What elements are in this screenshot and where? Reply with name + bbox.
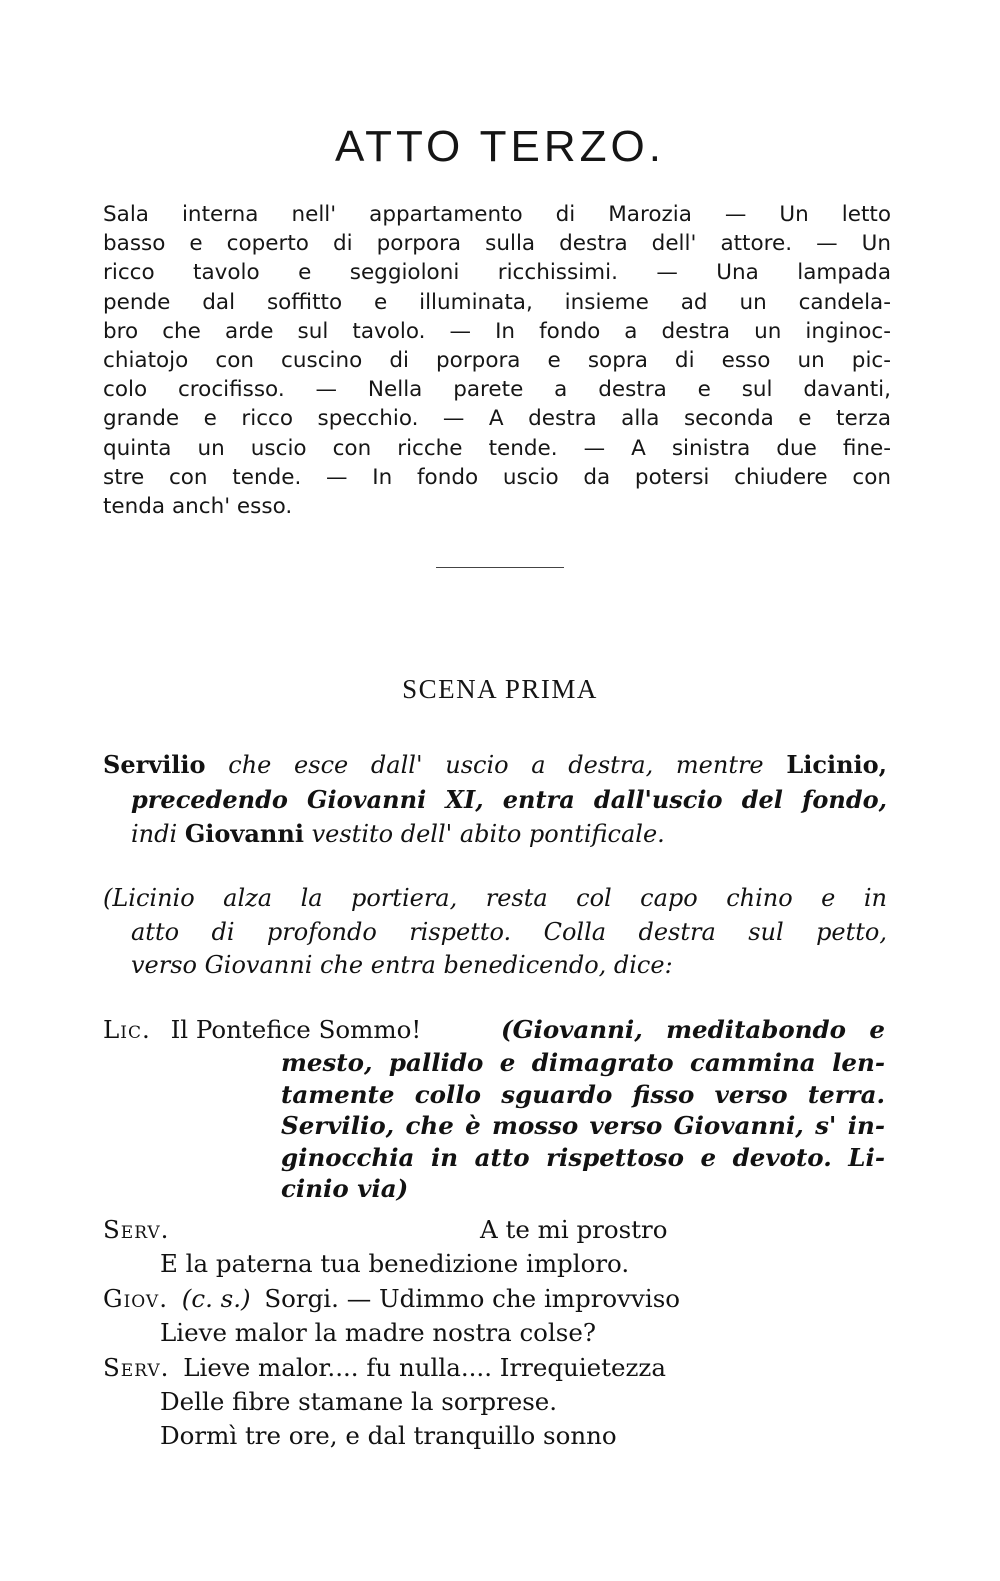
aside-direction: (c. s.)	[181, 1284, 251, 1313]
direction-line: ginocchia in atto rispettoso e devoto. Li-	[281, 1142, 885, 1172]
speaker-licinio: Lic.	[103, 1015, 151, 1044]
dialogue	[103, 1013, 893, 1450]
character-name-licinio: Licinio,	[786, 750, 887, 779]
direction-text: atto di profondo rispetto. Colla destra sul petto,	[131, 917, 887, 946]
direction-text: (Licinio alza la portiera, resta col capo chino e in	[103, 884, 887, 912]
heading-text: precedendo Giovanni XI, entra dall'uscio del fondo,	[131, 784, 887, 814]
setting-line: chiatojo con cuscino di porpora e sopra di esso un pic-	[103, 348, 891, 374]
direction-line: tamente collo sguardo fisso verso terra.	[281, 1079, 885, 1109]
speaker-servilio: Serv.	[103, 1353, 170, 1382]
verse-text: Lieve malor.... fu nulla.... Irrequietezza	[183, 1353, 666, 1382]
dialogue-line-servilio	[103, 1213, 893, 1247]
setting-line: ricco tavolo e seggioloni ricchissimi. — Una lampada	[103, 260, 891, 286]
setting-line: basso e coperto di porpora sulla destra dell' attore. — Un	[103, 231, 891, 257]
verse-text: Sorgi. — Udimmo che improvviso	[264, 1284, 681, 1313]
verse-line: Lieve malor la madre nostra colse?	[160, 1318, 596, 1347]
setting-line: bro che arde sul tavolo. — In fondo a destra un inginoc-	[103, 318, 891, 344]
verse-text: A te mi prostro	[480, 1215, 668, 1244]
stage-direction	[103, 882, 887, 983]
setting-line: grande e ricco specchio. — A destra alla seconda e terza	[103, 406, 891, 432]
scene-heading-line	[103, 817, 887, 852]
scene-heading	[103, 748, 887, 852]
setting-line: pende dal soffitto e illuminata, insieme ad un candela-	[103, 289, 891, 315]
dialogue-line-giovanni	[103, 1282, 893, 1316]
verse-line: Dormì tre ore, e dal tranquillo sonno	[160, 1421, 617, 1450]
heading-text: che esce dall' uscio a destra, mentre	[228, 751, 764, 779]
verse-line: E la paterna tua benedizione imploro.	[160, 1249, 630, 1278]
verse-line: Delle fibre stamane la sorprese.	[160, 1387, 558, 1416]
direction-text: verso Giovanni che entra benedicendo, dice:	[131, 951, 673, 979]
setting-description	[103, 200, 891, 521]
heading-text: indi	[131, 820, 178, 848]
section-divider	[436, 567, 564, 568]
scene-title: SCENA PRIMA	[402, 674, 598, 704]
speaker-giovanni: Giov.	[103, 1284, 168, 1313]
direction-line	[103, 882, 887, 916]
setting-line: stre con tende. — In fondo uscio da potersi chiudere con	[103, 464, 891, 490]
setting-line: colo crocifisso. — Nella parete a destra e sul davanti,	[103, 377, 891, 403]
direction-line: cinio via)	[281, 1174, 409, 1203]
setting-line: quinta un uscio con ricche tende. — A sinistra due fine-	[103, 435, 891, 461]
direction-line	[103, 949, 887, 983]
scene-heading-line	[103, 783, 887, 818]
dialogue-line-servilio	[103, 1351, 893, 1385]
inline-direction-first	[501, 1013, 885, 1047]
direction-line	[103, 916, 887, 950]
setting-line: Sala interna nell' appartamento di Marozia — Un letto	[103, 202, 891, 227]
direction-line: Servilio, che è mosso verso Giovanni, s' in-	[281, 1111, 885, 1140]
direction-line: mesto, pallido e dimagrato cammina len-	[281, 1048, 885, 1077]
inline-direction-rest	[281, 1047, 885, 1205]
act-title: ATTO TERZO.	[334, 122, 666, 171]
setting-line: tenda anch' esso.	[103, 494, 293, 520]
character-name-servilio: Servilio	[103, 750, 206, 779]
scene-heading-line	[103, 748, 887, 783]
character-name-giovanni: Giovanni	[184, 819, 304, 848]
direction-line: (Giovanni, meditabondo e	[501, 1015, 885, 1044]
line-text: Il Pontefice Sommo!	[170, 1015, 422, 1044]
heading-text: vestito dell' abito pontificale.	[311, 820, 665, 848]
speaker-servilio: Serv.	[103, 1215, 170, 1244]
